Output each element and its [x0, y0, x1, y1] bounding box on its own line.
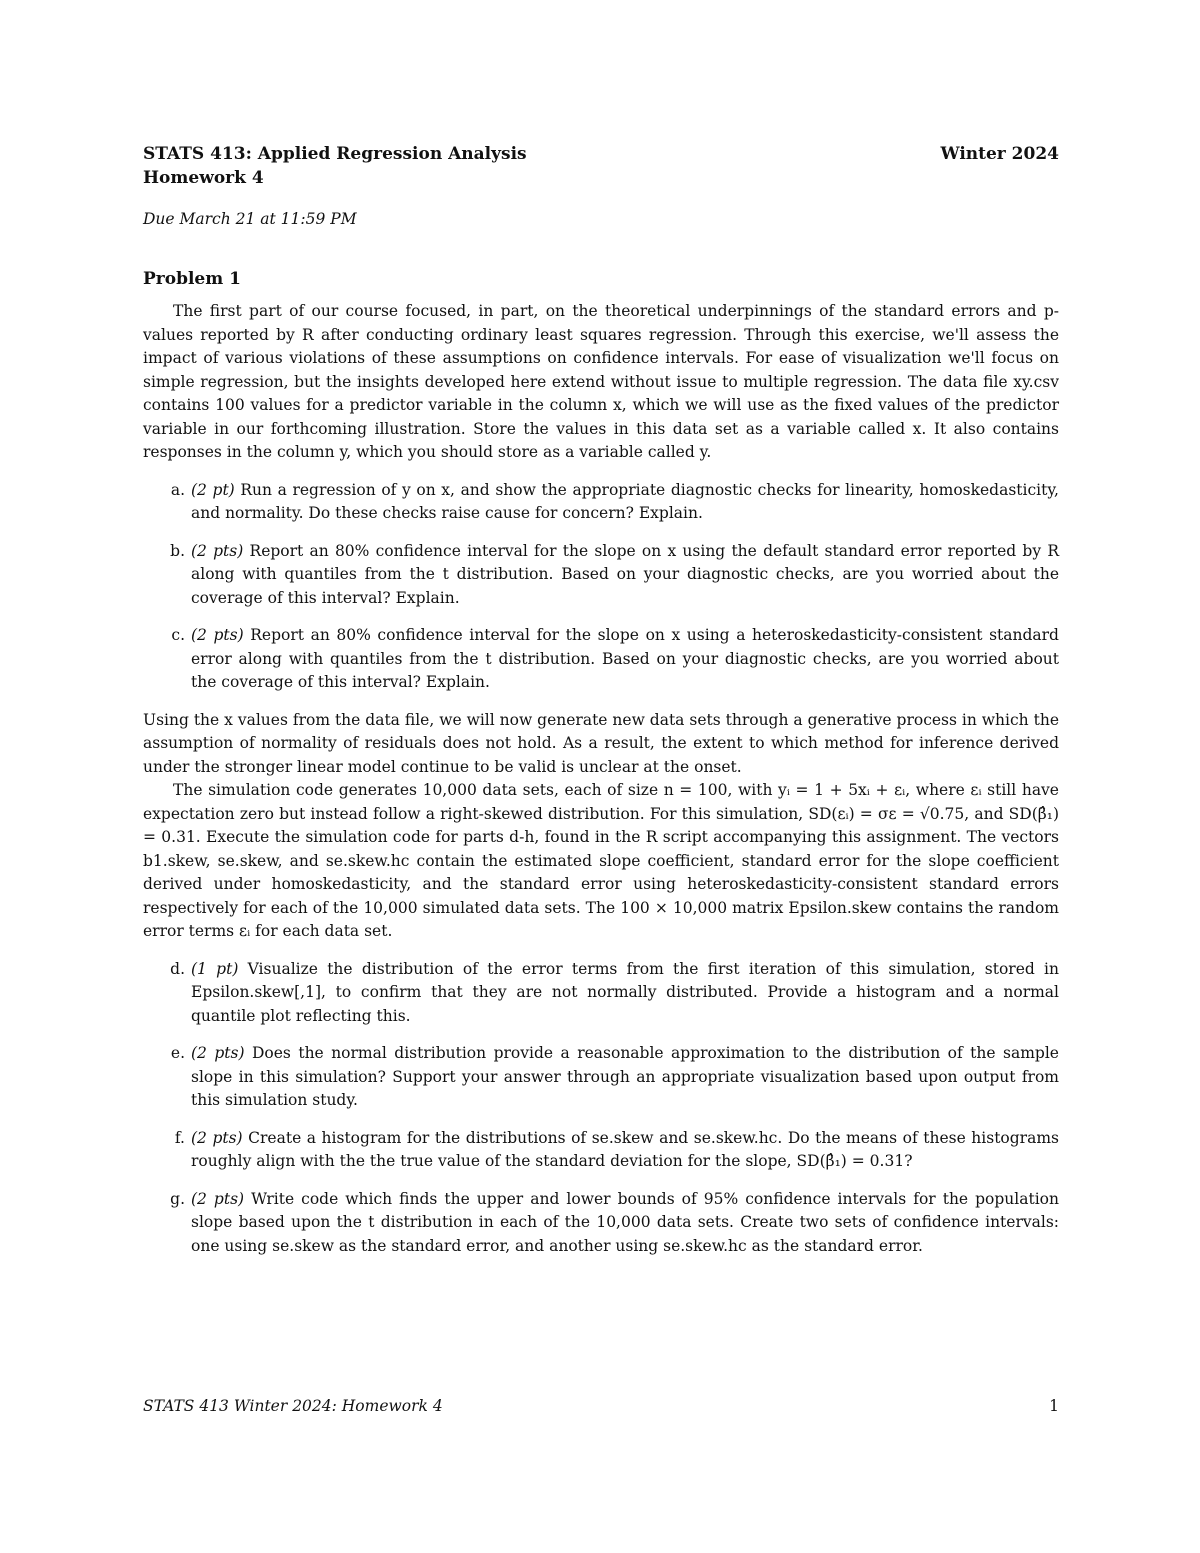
part-c: [143, 624, 1059, 695]
part-points: (1 pt): [191, 959, 239, 978]
parts-list-first: [143, 479, 1059, 695]
page-number: 1: [1049, 1397, 1059, 1415]
part-label: a.: [170, 480, 185, 499]
page-footer: [143, 1394, 1059, 1418]
part-points: (2 pts): [191, 1128, 243, 1147]
middle-paragraph-2: The simulation code generates 10,000 data sets, each of size n = 100, with yᵢ = 1 + 5xᵢ + εᵢ, where εᵢ still have expectation zero but instead follow a right-skewed distribution. For this simulation, SD(εᵢ) = σε = √0.75, and SD(β̂₁) = 0.31. Execute the simulation code for parts d-h, found in the R script accompanying this assignment. The vectors b1.skew, se.skew, and se.skew.hc contain the estimated slope coefficient, standard error for the slope coefficient derived under homoskedasticity, and the standard error using heteroskedasticity-consistent standard errors respectively for each of the 10,000 simulated data sets. The 100 × 10,000 matrix Epsilon.skew contains the random error terms εᵢ for each data set.: [143, 781, 1059, 940]
header-row: [143, 142, 1059, 166]
part-e: [143, 1042, 1059, 1113]
part-a: [143, 479, 1059, 526]
part-text: Does the normal distribution provide a reasonable approximation to the distribution of the sample slope in this simulation? Support your answer through an appropriate visualization based upon output from this simulation study.: [191, 1044, 1059, 1109]
term: Winter 2024: [940, 144, 1059, 164]
part-points: (2 pts): [191, 1189, 245, 1208]
part-label: b.: [170, 541, 185, 560]
part-label: d.: [170, 959, 185, 978]
part-text: Run a regression of y on x, and show the appropriate diagnostic checks for linearity, homoskedasticity, and normality. Do these checks raise cause for concern? Explain.: [191, 480, 1059, 522]
homework-title: Homework 4: [143, 168, 264, 188]
part-b: [143, 540, 1059, 611]
due-date: Due March 21 at 11:59 PM: [143, 210, 357, 228]
part-label: c.: [171, 626, 185, 644]
part-points: (2 pts): [191, 626, 244, 644]
part-text: Write code which finds the upper and lower bounds of 95% confidence intervals for the population slope based upon the t distribution in each of the 10,000 data sets. Create two sets of confidence intervals: one using se.skew as the standard error, and another using se.skew.hc as the standard error.: [191, 1189, 1059, 1255]
parts-list-second: [143, 958, 1059, 1259]
part-text: Report an 80% confidence interval for the slope on x using a heteroskedasticity-consistent standard error along with quantiles from the t distribution. Based on your diagnostic checks, are you worried about the coverage of this interval? Explain.: [191, 626, 1059, 691]
part-label: g.: [170, 1189, 185, 1208]
problem-title: Problem 1: [143, 269, 241, 289]
part-text: Visualize the distribution of the error terms from the first iteration of this simulation, stored in Epsilon.skew[,1], to confirm that they are not normally distributed. Provide a histogram and a normal quantile plot reflecting this.: [191, 959, 1060, 1025]
footer-text: STATS 413 Winter 2024: Homework 4: [143, 1397, 443, 1415]
part-points: (2 pt): [191, 480, 235, 499]
part-d: [143, 958, 1059, 1029]
part-points: (2 pts): [191, 541, 244, 560]
part-label: e.: [170, 1044, 185, 1062]
document-page: [143, 142, 1059, 1272]
problem-intro: The first part of our course focused, in part, on the theoretical underpinnings of the standard errors and p-values reported by R after conducting ordinary least squares regression. Through this exercise, we'll assess the impact of various violations of these assumptions on confidence intervals. For ease of visualization we'll focus on simple regression, but the insights developed here extend without issue to multiple regression. The data file xy.csv contains 100 values for a predictor variable in the column x, which we will use as the fixed values of the predictor variable in our forthcoming illustration. Store the values in this data set as a variable called x. It also contains responses in the column y, which you should store as a variable called y.: [143, 302, 1059, 461]
middle-paragraph-1: Using the x values from the data file, we will now generate new data sets through a generative process in which the assumption of normality of residuals does not hold. As a result, the extent to which method for inference derived under the stronger linear model continue to be valid is unclear at the onset.: [143, 710, 1059, 776]
part-g: [143, 1188, 1059, 1259]
part-points: (2 pts): [191, 1044, 245, 1062]
part-text: Create a histogram for the distributions of se.skew and se.skew.hc. Do the means of these histograms roughly align with the the true value of the standard deviation for the slope, SD(β̂₁) = 0.31?: [191, 1128, 1059, 1170]
part-label: f.: [174, 1128, 185, 1147]
part-text: Report an 80% confidence interval for the slope on x using the default standard error reported by R along with quantiles from the t distribution. Based on your diagnostic checks, are you worried about the coverage of this interval? Explain.: [191, 541, 1059, 607]
course-title: STATS 413: Applied Regression Analysis: [143, 144, 527, 164]
part-f: [143, 1127, 1059, 1174]
